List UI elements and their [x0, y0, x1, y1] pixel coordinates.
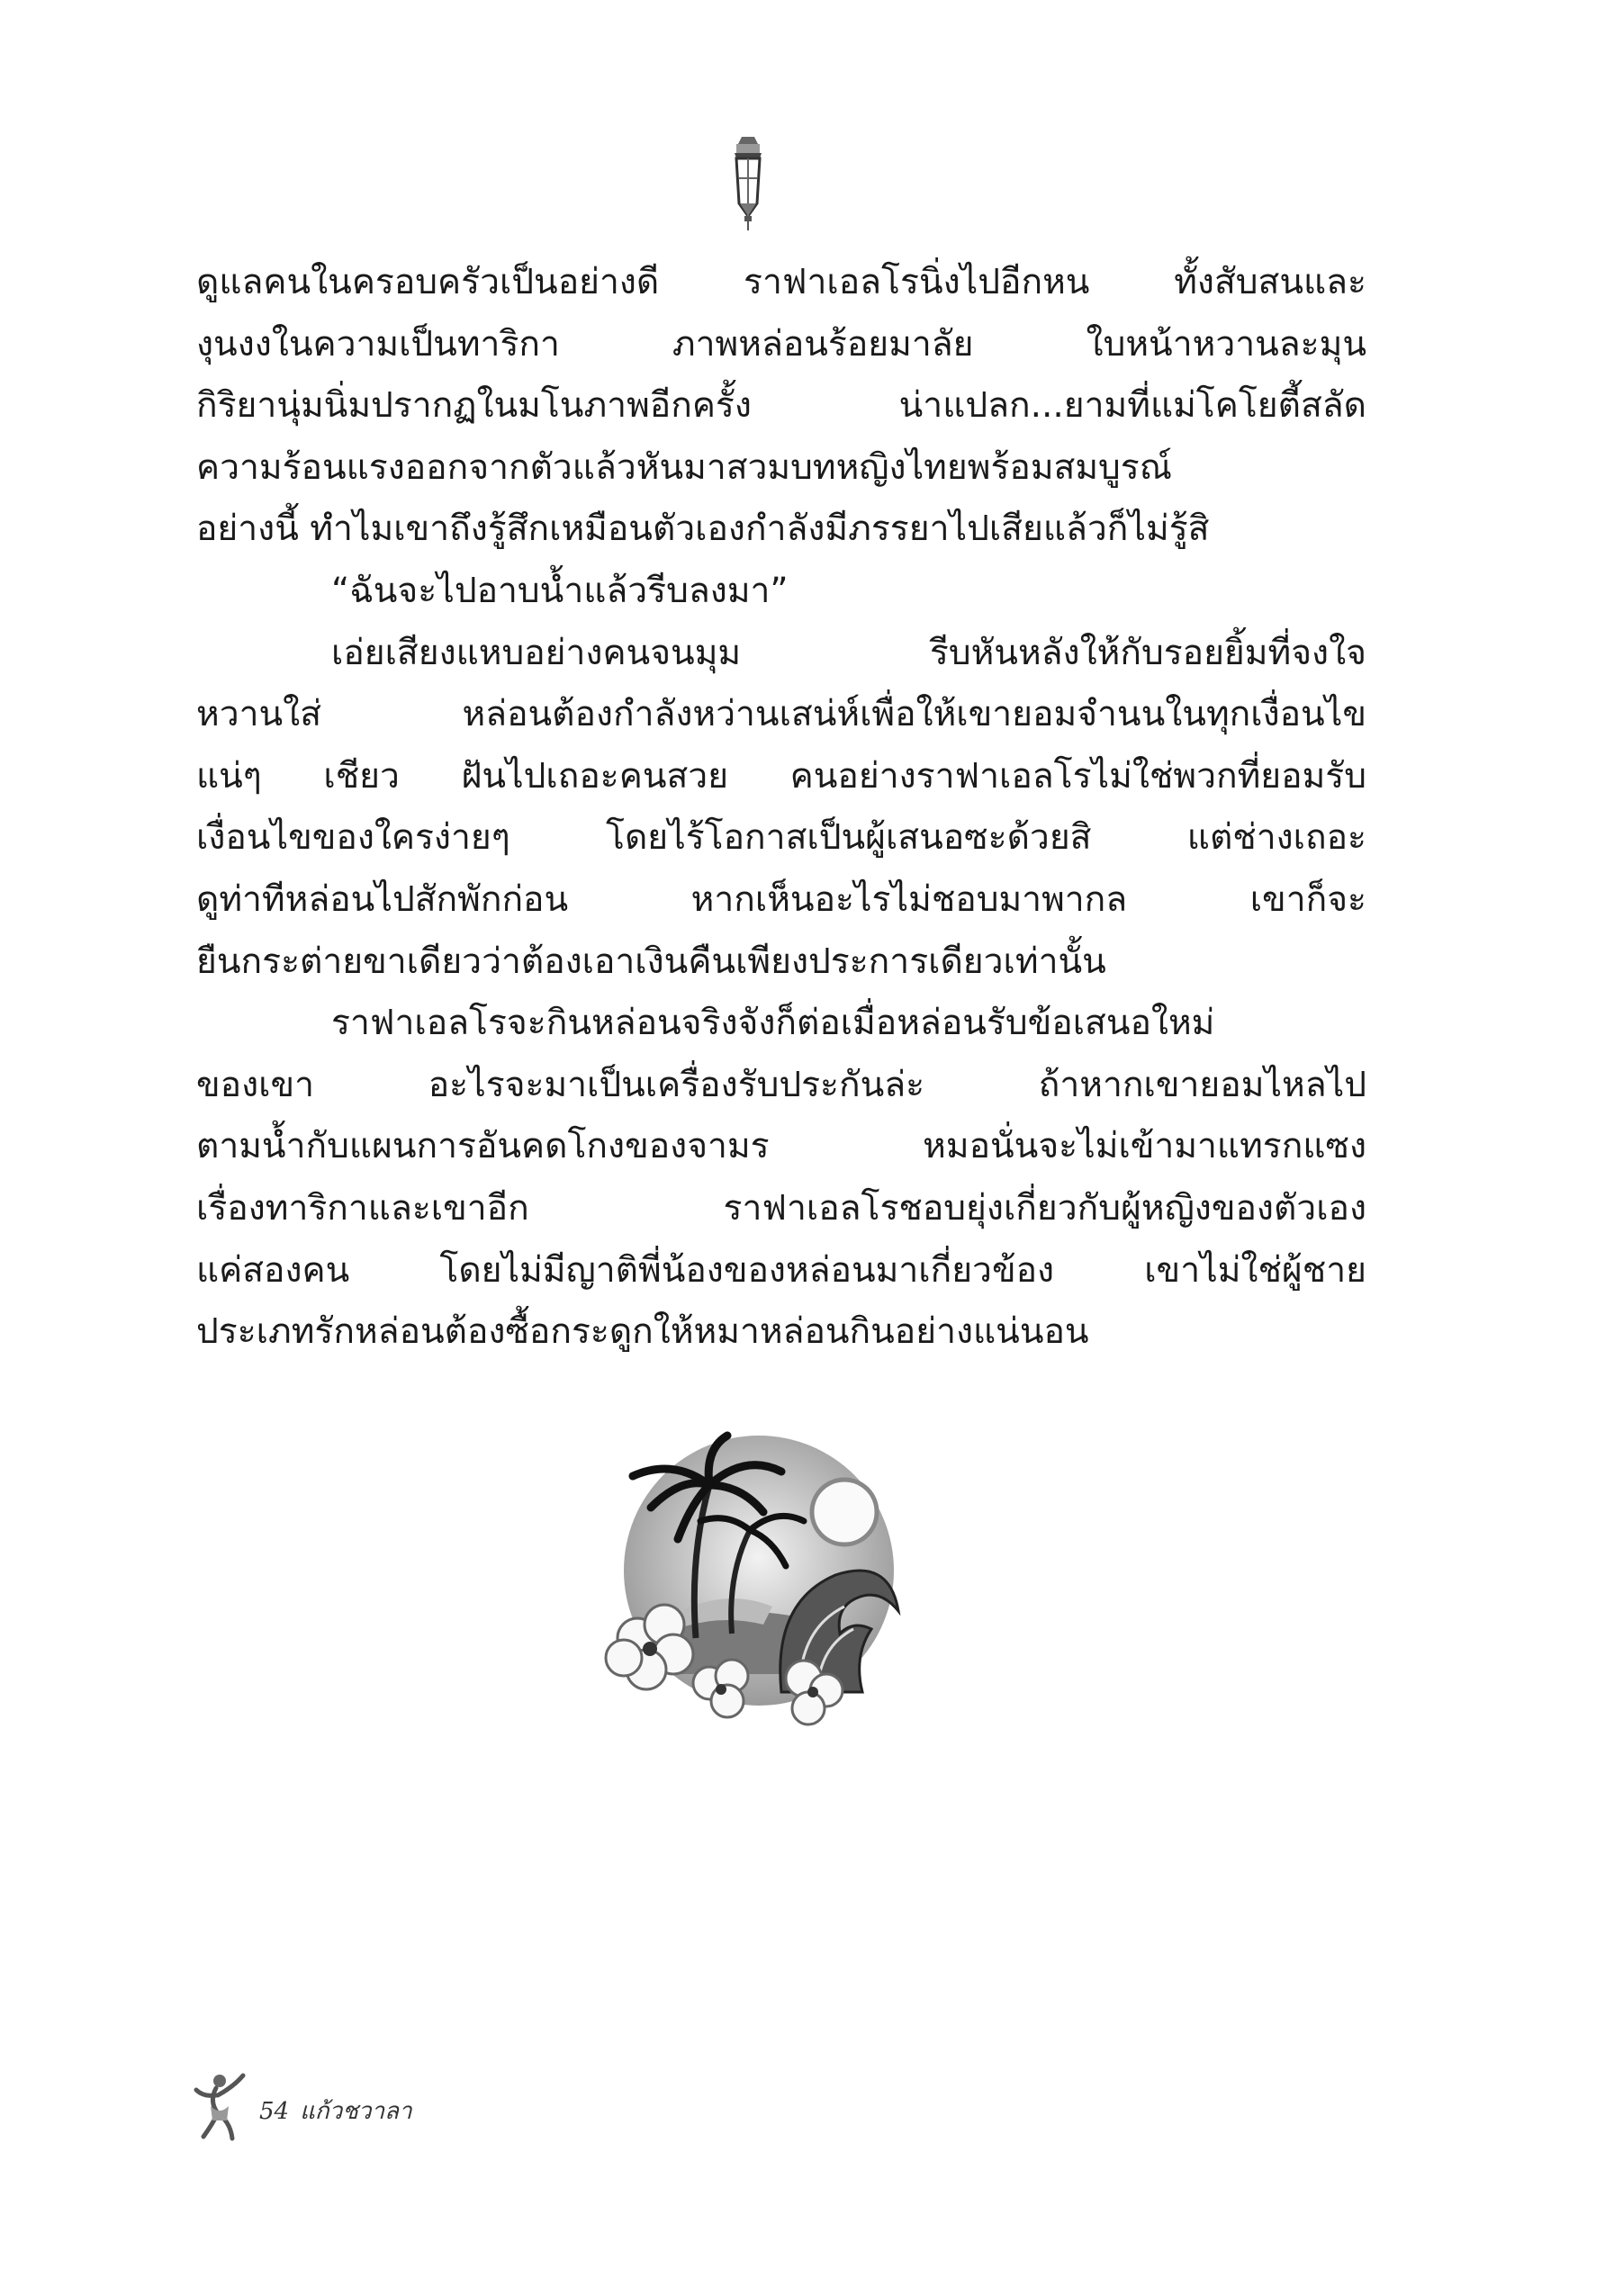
- text-line: ความร้อนแรงออกจากตัวแล้วหันมาสวมบทหญิงไทยพร้อมสมบูรณ์: [196, 446, 1172, 488]
- text-line: แค่สองคน โดยไม่มีญาติพี่น้องของหล่อนมาเกี่ยวข้อง เขาไม่ใช่ผู้ชาย: [196, 1249, 1366, 1291]
- body-text: [196, 252, 1366, 1364]
- tropical-beach-illustration: [583, 1422, 925, 1728]
- dancer-icon: [191, 2070, 254, 2142]
- text-line: ตามน้ำกับแผนการอันคดโกงของจามร หมอนั่นจะไม่เข้ามาแทรกแซง: [196, 1126, 1366, 1167]
- text-line: ประเภทรักหล่อนต้องซื้อกระดูกให้หมาหล่อนกินอย่างแน่นอน: [196, 1311, 1089, 1353]
- text-line: “ฉันจะไปอาบน้ำแล้วรีบลงมา”: [331, 570, 789, 611]
- text-line: อย่างนี้ ทำไมเขาถึงรู้สึกเหมือนตัวเองกำลังมีภรรยาไปเสียแล้วก็ไม่รู้สิ: [196, 509, 1210, 550]
- text-line: ราฟาเอลโรจะกินหล่อนจริงจังก็ต่อเมื่อหล่อนรับข้อเสนอใหม่: [331, 1003, 1215, 1044]
- text-line: เงื่อนไขของใครง่ายๆ โดยไร้โอกาสเป็นผู้เสนอซะด้วยสิ แต่ช่างเถอะ: [196, 817, 1366, 859]
- text-line: หวานใส่ หล่อนต้องกำลังหว่านเสน่ห์เพื่อให้เขายอมจำนนในทุกเงื่อนไข: [196, 694, 1366, 735]
- text-line: ดูแลคนในครอบครัวเป็นอย่างดี ราฟาเอลโรนิ่งไปอีกหน ทั้งสับสนและ: [196, 262, 1366, 302]
- text-line: ดูท่าทีหล่อนไปสักพักก่อน หากเห็นอะไรไม่ชอบมาพากล เขาก็จะ: [196, 878, 1366, 920]
- text-line: เอ่ยเสียงแหบอย่างคนจนมุม รีบหันหลังให้กับรอยยิ้มที่จงใจ: [331, 632, 1366, 673]
- text-line: กิริยานุ่มนิ่มปรากฏในมโนภาพอีกครั้ง น่าแปลก...ยามที่แม่โคโยตี้สลัด: [196, 385, 1366, 427]
- footer-label: [259, 2093, 423, 2129]
- text-line: แน่ๆ เชียว ฝันไปเถอะคนสวย คนอย่างราฟาเอลโรไม่ใช่พวกที่ยอมรับ: [196, 755, 1366, 797]
- text-line: ของเขา อะไรจะมาเป็นเครื่องรับประกันล่ะ ถ้าหากเขายอมไหลไป: [196, 1064, 1366, 1105]
- text-line: เรื่องทาริกาและเขาอีก ราฟาเอลโรชอบยุ่งเกี่ยวกับผู้หญิงของตัวเอง: [196, 1187, 1366, 1229]
- text-line: ยืนกระต่ายขาเดียวว่าต้องเอาเงินคืนเพียงประการเดียวเท่านั้น: [196, 941, 1106, 982]
- lantern-icon: [727, 133, 769, 232]
- text-line: งุนงงในความเป็นทาริกา ภาพหล่อนร้อยมาลัย ใบหน้าหวานละมุน: [196, 323, 1366, 365]
- book-title: แก้วชวาลา: [300, 2098, 412, 2125]
- page-footer: [191, 2079, 423, 2142]
- page-number: 54: [259, 2098, 290, 2125]
